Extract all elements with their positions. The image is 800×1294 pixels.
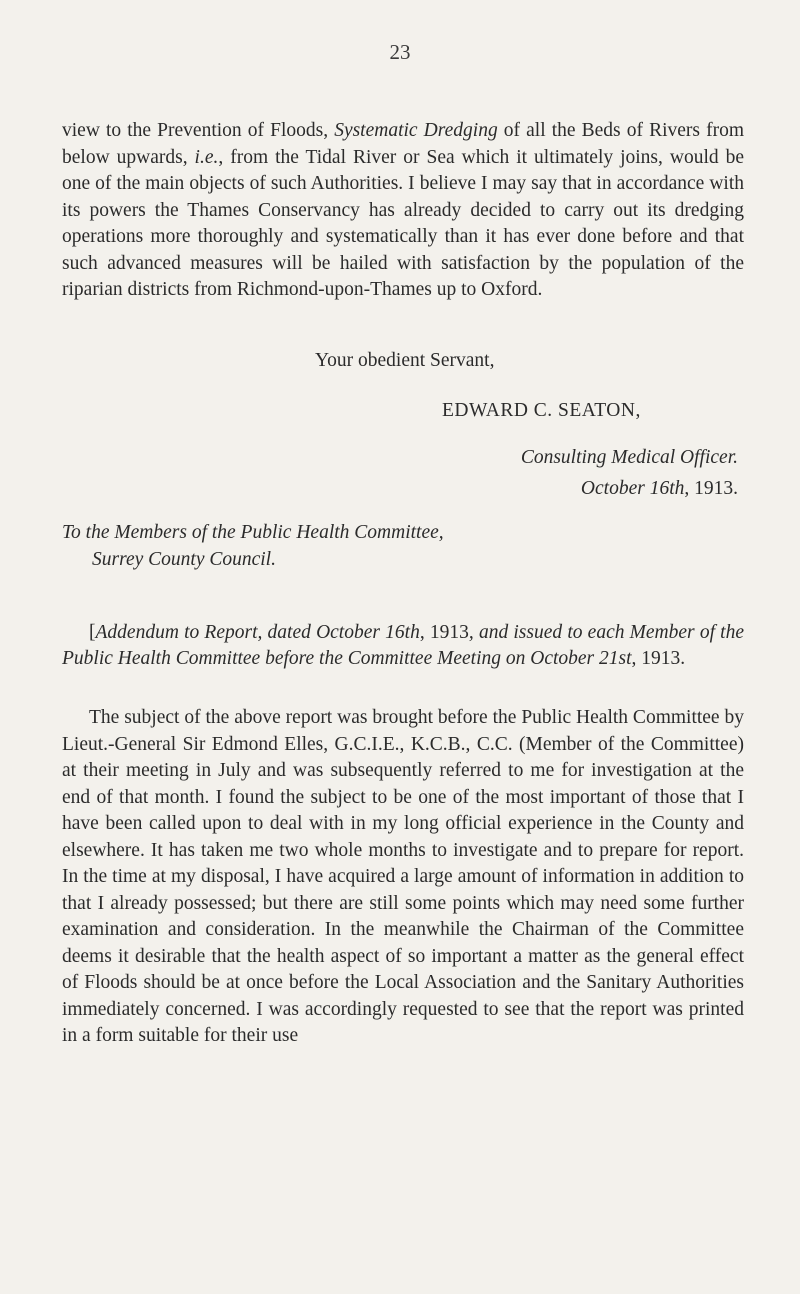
addendum-text: Addendum to Report, dated October: [95, 622, 386, 643]
paragraph-subject-report: [62, 705, 744, 1050]
date-day: 16th: [649, 478, 685, 499]
date-month: October: [580, 478, 650, 499]
addendum-text-2: , and issued to each Member of the Public Health Committee before the Committee Meeting on October: [62, 622, 744, 669]
signatory-title: Consulting Medical Officer.: [520, 447, 738, 468]
addendum-heading: [62, 620, 744, 672]
emphasis-systematic-dredging: Systematic Dredging: [334, 120, 498, 141]
valediction: Your obedient Servant,: [315, 350, 495, 371]
paragraph-text: The subject of the above report was brought before the Public Health Committee by Lieut.-General Sir Edmond Elles, G.C.I.E., K.C.B., C.C. (Member of the Committee) at their meeting in July and was subsequently referred to me for investigation at the end of that month. I found the subject to be one of the most important of those that I have been called upon to deal with in my long official experience in the County and elsewhere. It has taken me two whole months to investigate and to prepare for report. In the time at my disposal, I have acquired a large amount of information in addition to that I already possessed; but there are still some points which may need some further examination and consideration. In the meanwhile the Chairman of the Committee deems it desirable that the health aspect of so important a matter as the general effect of Floods should be at once before the Local Association and the Sanitary Authorities immediately concerned. I was accordingly requested to see that the report was printed in a form suitable for their use: [62, 707, 744, 1046]
date-year: , 1913.: [684, 478, 738, 499]
page-number: 23: [389, 40, 411, 64]
signature-name: EDWARD C. SEATON,: [442, 400, 641, 421]
letter-date: [0, 478, 738, 500]
recipient-line-2: Surrey County Council.: [92, 549, 276, 570]
emphasis-ie: i.e.: [194, 146, 219, 168]
bracket-open: [: [89, 622, 96, 643]
paragraph-prevention-of-floods: [62, 118, 744, 304]
addendum-day-2: 21st: [599, 648, 632, 669]
paragraph-text: , from the Tidal River or Sea which it ultimately joins, would be one of the main objects of such Authorities. I believe I may say that in accordance with its powers the Thames Conservancy has already decided to carry out its dredging operations more thoroughly and systematically than it has ever done before and that such advanced measures will be hailed with satisfaction by the population of the riparian districts from Richmond-upon-Thames up to Oxford.: [62, 146, 744, 300]
addendum-year-2: , 1913.: [631, 648, 686, 669]
paragraph-text: view to the Prevention of Floods,: [62, 120, 335, 141]
addendum-day: 16th: [385, 622, 420, 643]
recipient-line-1: To the Members of the Public Health Committee,: [62, 522, 444, 543]
addendum-year: , 1913: [419, 622, 469, 643]
paragraph-text: of all the Beds of Rivers from below upwards,: [62, 120, 744, 168]
